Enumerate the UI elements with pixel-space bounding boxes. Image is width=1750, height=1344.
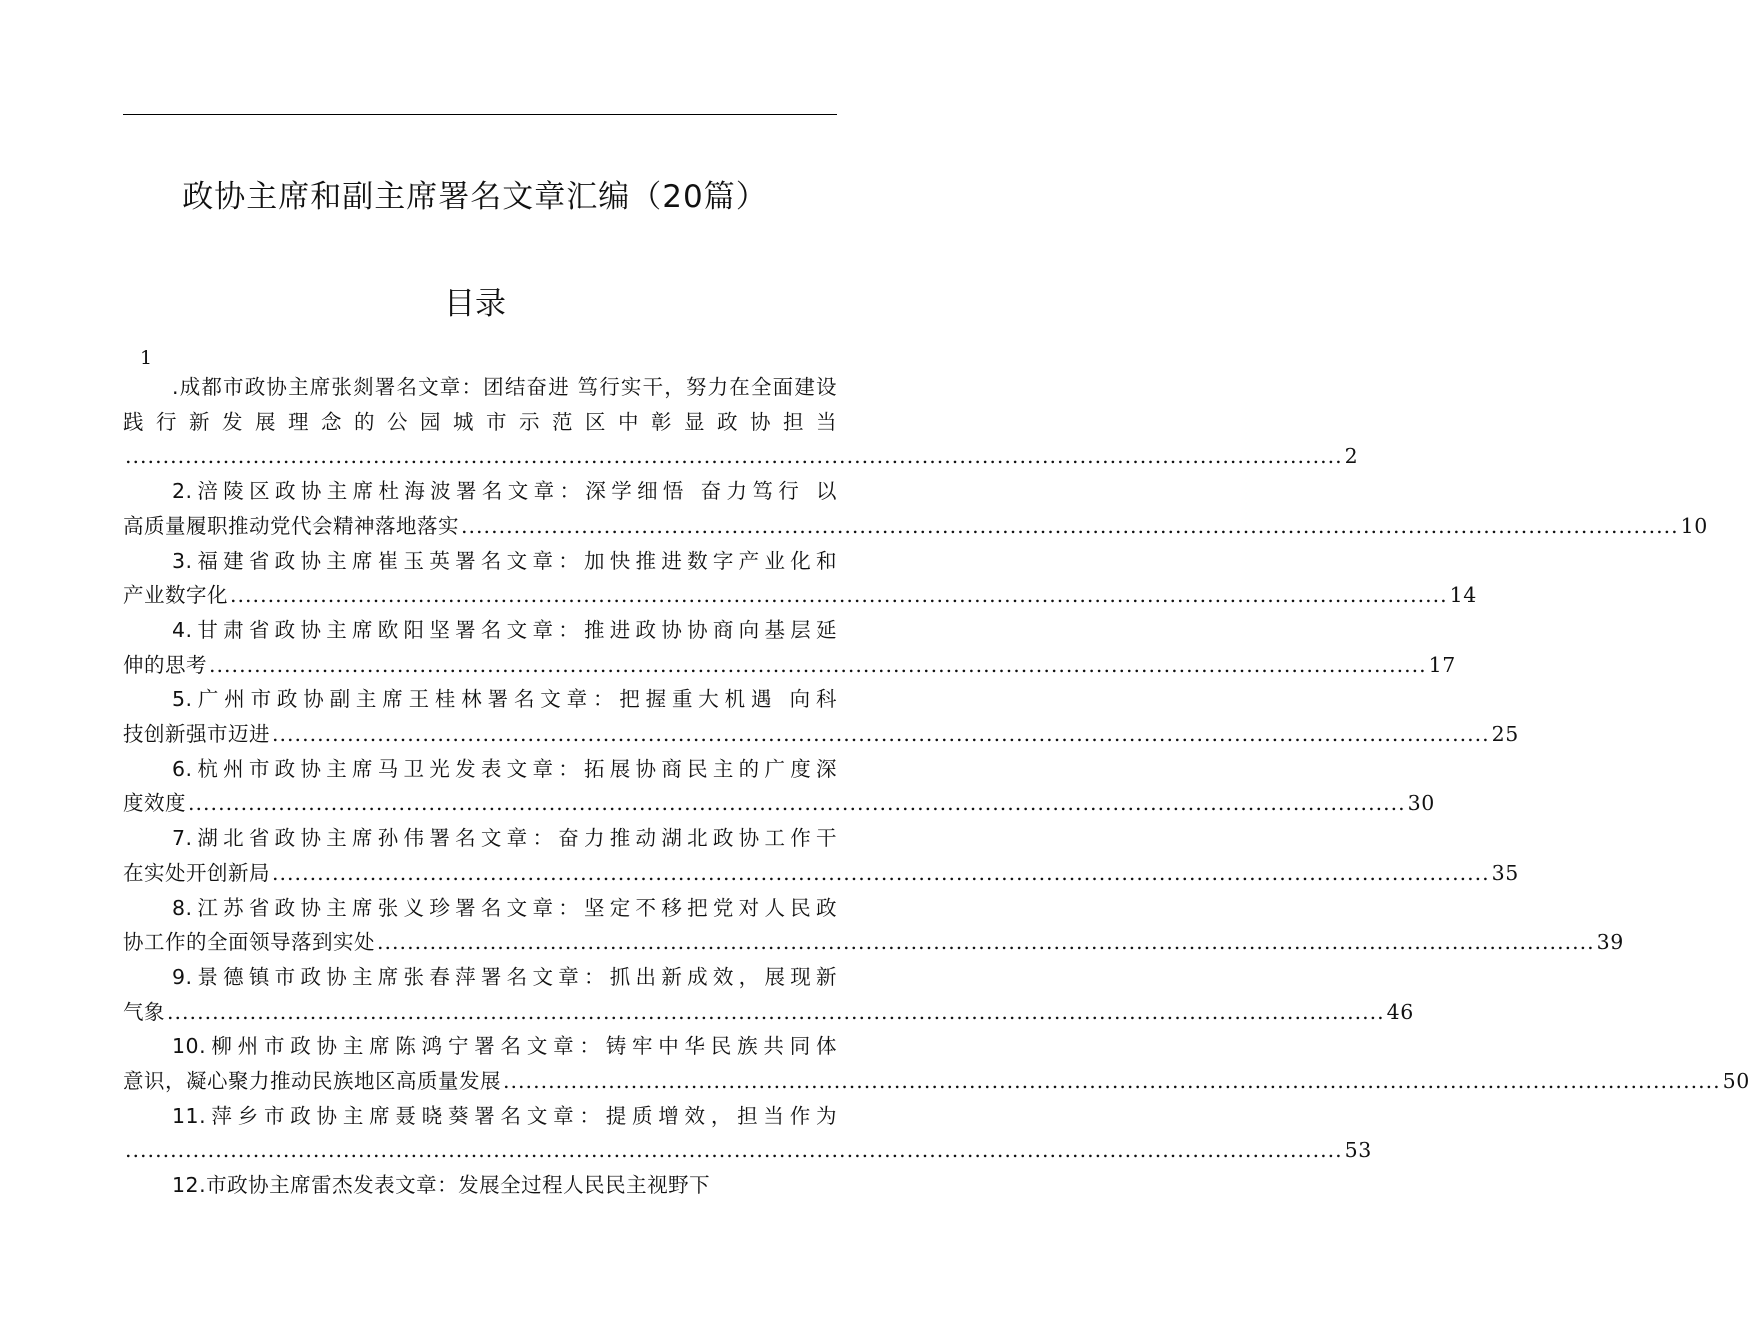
toc-entry-page: 2 — [1344, 444, 1359, 469]
toc-entry-title: 10.柳州市政协主席陈鸿宁署名文章：铸牢中华民族共同体 — [172, 1034, 837, 1059]
toc-heading: 目录 — [444, 286, 506, 322]
toc-entry-title: 6.杭州市政协主席马卫光发表文章：拓展协商民主的广度深 — [172, 756, 837, 781]
toc-entry-title-tail: 高质量履职推动党代会精神落地落实 — [123, 513, 459, 538]
toc-entry-4[interactable] — [123, 613, 1456, 682]
toc-entry-3[interactable] — [123, 544, 1477, 613]
toc-entry-title: 7.湖北省政协主席孙伟署名文章：奋力推动湖北政协工作干 — [172, 826, 837, 851]
toc-entry-title-tail: 气象 — [123, 999, 165, 1024]
dot-leader: .................................................................................................................................................................. — [272, 722, 1490, 747]
dot-leader: .................................................................................................................................................................. — [188, 791, 1406, 816]
toc-entry-page: 53 — [1344, 1138, 1372, 1163]
top-horizontal-rule — [123, 114, 837, 115]
dot-leader: .................................................................................................................................................................. — [503, 1069, 1721, 1094]
toc-entry-9[interactable] — [123, 960, 1414, 1029]
toc-entry-title-tail: 在实处开创新局 — [123, 860, 270, 885]
toc-entry-title: 2.涪陵区政协主席杜海波署名文章：深学细悟 奋力笃行 以 — [172, 479, 837, 504]
toc-entry-page: 25 — [1491, 722, 1519, 747]
toc-entry-page: 46 — [1386, 999, 1414, 1024]
dot-leader: .................................................................................................................................................................. — [125, 1138, 1343, 1163]
toc-list-marker: 1 — [140, 347, 153, 369]
toc-entry-title: 8.江苏省政协主席张义珍署名文章：坚定不移把党对人民政 — [172, 895, 837, 920]
toc-entry-6[interactable] — [123, 752, 1435, 821]
toc-entry-page: 14 — [1449, 583, 1477, 608]
dot-leader: .................................................................................................................................................................. — [167, 999, 1385, 1024]
toc-entry-title-tail: 度效度 — [123, 791, 186, 816]
toc-entry-title: 5.广州市政协副主席王桂林署名文章：把握重大机遇 向科 — [172, 687, 837, 712]
toc-entry-leader — [123, 717, 1519, 752]
dot-leader: .................................................................................................................................................................. — [125, 444, 1343, 469]
toc-entry-page: 50 — [1722, 1069, 1750, 1094]
toc-entry-leader — [123, 578, 1477, 613]
toc-entry-leader — [123, 1133, 1372, 1168]
dot-leader: .................................................................................................................................................................. — [272, 860, 1490, 885]
toc-entry-10[interactable] — [123, 1029, 1750, 1098]
toc-entry-title-tail: 伸的思考 — [123, 652, 207, 677]
toc-entry-5[interactable] — [123, 682, 1519, 751]
toc-entry-leader — [123, 439, 1359, 474]
table-of-contents — [123, 370, 1750, 1203]
toc-entry-title-tail: 协工作的全面领导落到实处 — [123, 930, 375, 955]
toc-entry-page: 30 — [1407, 791, 1435, 816]
toc-entry-leader — [123, 786, 1435, 821]
toc-entry-title-tail: 产业数字化 — [123, 583, 228, 608]
toc-entry-leader — [123, 1064, 1750, 1099]
toc-entry-title: 9.景德镇市政协主席张春萍署名文章：抓出新成效，展现新 — [172, 964, 837, 989]
toc-entry-page: 17 — [1428, 652, 1456, 677]
dot-leader: .................................................................................................................................................................. — [461, 513, 1679, 538]
dot-leader: .................................................................................................................................................................. — [377, 930, 1595, 955]
toc-entry-1[interactable] — [123, 370, 1359, 474]
toc-entry-title-tail: 技创新强市迈进 — [123, 722, 270, 747]
toc-entry-title: 4.甘肃省政协主席欧阳坚署名文章：推进政协协商向基层延 — [172, 617, 837, 642]
toc-entry-12[interactable] — [123, 1168, 837, 1203]
toc-entry-2[interactable] — [123, 474, 1708, 543]
toc-entry-11[interactable] — [123, 1099, 1372, 1168]
document-title: 政协主席和副主席署名文章汇编（20篇） — [182, 179, 768, 215]
toc-entry-title: 3.福建省政协主席崔玉英署名文章：加快推进数字产业化和 — [172, 548, 837, 573]
toc-entry-title: 12.市政协主席雷杰发表文章：发展全过程人民民主视野下 — [172, 1173, 711, 1198]
toc-entry-page: 35 — [1491, 860, 1519, 885]
toc-entry-page: 10 — [1680, 513, 1708, 538]
toc-entry-title-tail: 意识，凝心聚力推动民族地区高质量发展 — [123, 1069, 501, 1094]
toc-entry-page: 39 — [1596, 930, 1624, 955]
toc-entry-title: 11.萍乡市政协主席聂晓葵署名文章：提质增效，担当作为 — [172, 1103, 837, 1128]
toc-entry-8[interactable] — [123, 891, 1624, 960]
toc-entry-title: .成都市政协主席张剡署名文章：团结奋进 笃行实干，努力在全面建设践行新发展理念的公园城市示范区中彰显政协担当 — [123, 375, 837, 434]
toc-entry-leader — [123, 995, 1414, 1030]
toc-entry-leader — [123, 509, 1708, 544]
toc-entry-leader — [123, 925, 1624, 960]
dot-leader: .................................................................................................................................................................. — [230, 583, 1448, 608]
toc-entry-leader — [123, 648, 1456, 683]
toc-entry-leader — [123, 856, 1519, 891]
dot-leader: .................................................................................................................................................................. — [209, 652, 1427, 677]
toc-entry-7[interactable] — [123, 821, 1519, 890]
